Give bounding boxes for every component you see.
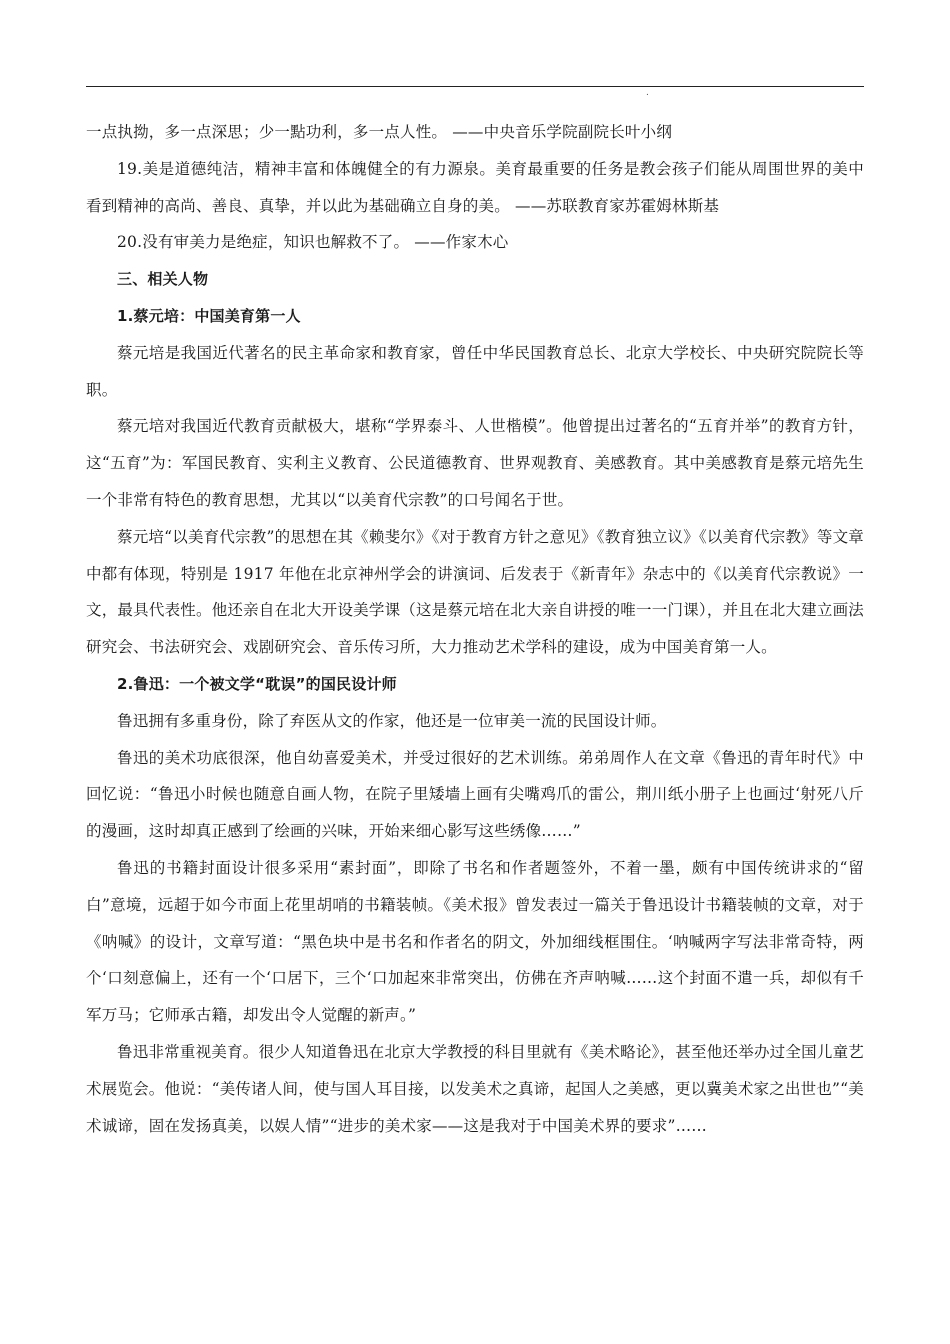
body-paragraph: 蔡元培对我国近代教育贡献极大，堪称“学界泰斗、人世楷模”。他曾提出过著名的“五育并举”的教育方针，这“五育”为：军国民教育、实利主义教育、公民道德教育、世界观教育、美感教育。其中美感教育是蔡元培先生一个非常有特色的教育思想，尤其以“以美育代宗教”的口号闻名于世。: [86, 417, 864, 509]
document-body: [86, 114, 864, 1144]
section-heading: 三、相关人物: [117, 270, 209, 289]
body-paragraph: 鲁迅的美术功底很深，他自幼喜爱美术，并受过很好的艺术训练。弟弟周作人在文章《鲁迅的青年时代》中回忆说：“鲁迅小时候也随意自画人物，在院子里矮墙上画有尖嘴鸡爪的雷公，荆川纸小册子上也画过‘射死八斤的漫画，这时却真正感到了绘画的兴味，开始来细心影写这些绣像……”: [86, 748, 864, 841]
body-paragraph: 鲁迅的书籍封面设计很多采用“素封面”，即除了书名和作者题签外，不着一墨，颇有中国传统讲求的“留白”意境，远超于如今市面上花里胡哨的书籍装帧。《美术报》曾发表过一篇关于鲁迅设计书籍装帧的文章，对于《呐喊》的设计，文章写道：“黑色块中是书名和作者名的阴文，外加细线框围住。‘呐喊两字写法非常奇特，两个‘口刻意偏上，还有一个‘口居下，三个‘口加起來非常突出，仿佛在齐声呐喊……这个封面不遣一兵，却似有千军万马；它师承古籍，却发出令人觉醒的新声。”: [86, 858, 864, 1025]
quote-paragraph: 一点执拗，多一点深思；少一點功利，多一点人性。 ——中央音乐学院副院长叶小纲: [86, 123, 673, 141]
body-paragraph: 鲁迅拥有多重身份，除了弃医从文的作家，他还是一位审美一流的民国设计师。: [117, 711, 667, 730]
header-mark: .: [646, 88, 649, 98]
header-rule: [86, 86, 864, 87]
subsection-heading: 1.蔡元培：中国美育第一人: [117, 306, 301, 325]
quote-paragraph: 19.美是道德纯洁，精神丰富和体魄健全的有力源泉。美育最重要的任务是教会孩子们能从周围世界的美中看到精神的高尚、善良、真挚，并以此为基础确立自身的美。 ——苏联教育家苏霍姆林斯基: [86, 159, 864, 215]
quote-paragraph: 20.没有审美力是绝症，知识也解救不了。 ——作家木心: [117, 233, 509, 252]
body-paragraph: 蔡元培是我国近代著名的民主革命家和教育家，曾任中华民国教育总长、北京大学校长、中央研究院院长等职。: [86, 343, 864, 399]
subsection-heading: 2.鲁迅：一个被文学“耽误”的国民设计师: [117, 674, 397, 693]
body-paragraph: 蔡元培“以美育代宗教”的思想在其《赖斐尔》《对于教育方针之意见》《教育独立议》《以美育代宗教》等文章中都有体现，特别是 1917 年他在北京神州学会的讲演词、后发表于《新青年》杂志中的《以美育代宗教说》一文，最具代表性。他还亲自在北大开设美学课（这是蔡元培在北大亲自讲授的唯一一门课），并且在北大建立画法研究会、书法研究会、戏剧研究会、音乐传习所，大力推动艺术学科的建设，成为中国美育第一人。: [86, 527, 864, 657]
body-paragraph: 鲁迅非常重视美育。很少人知道鲁迅在北京大学教授的科目里就有《美术略论》，甚至他还举办过全国儿童艺术展览会。他说：“美传诸人间，使与国人耳目接，以发美术之真谛，起国人之美感，更以冀美术家之出世也”“美术诚谛，固在发扬真美，以娱人情”“进步的美术家——这是我对于中国美术界的要求”……: [86, 1042, 864, 1135]
